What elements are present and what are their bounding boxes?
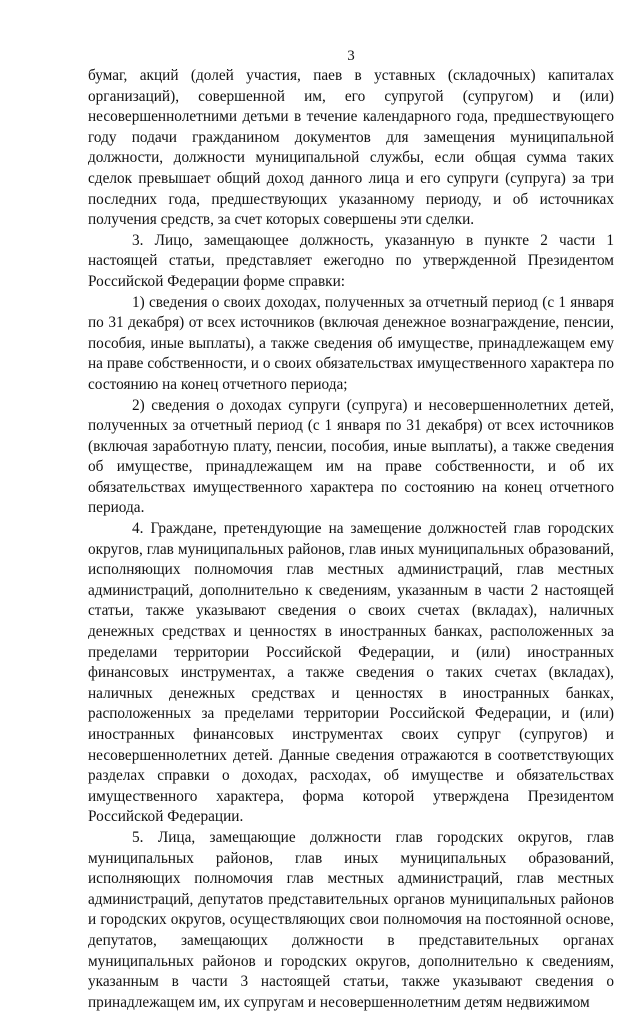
paragraph-part-4: 4. Граждане, претендующие на замещение должностей глав городских округов, глав муниципальных районов, глав иных муниципальных образований, исполняющих полномочия глав местных администраций, глав местных администраций, дополнительно к сведениям, указанным в части 2 настоящей статьи, также указывают сведения о своих счетах (вкладах), наличных денежных средствах и ценностях в иностранных банках, расположенных за пределами территории Российской Федерации, и (или) иностранных финансовых инструментах, а также сведения о таких счетах (вкладах), наличных денежных средствах и ценностях в иностранных банках, расположенных за пределами территории Российской Федерации, и (или) иностранных финансовых инструментах своих супруг (супругов) и несовершеннолетних детей. Данные сведения отражаются в соответствующих разделах справки о доходах, расходах, об имуществе и обязательствах имущественного характера, форма которой утверждена Президентом Российской Федерации. xyxy=(88,520,614,826)
paragraph-part-5: 5. Лица, замещающие должности глав городских округов, глав муниципальных районов, глав иных муниципальных образований, исполняющих полномочия глав местных администраций, глав местных администраций, депутатов представительных органов муниципальных районов и городских округов, осуществляющих свои полномочия на постоянной основе, депутатов, замещающих должности в представительных органах муниципальных районов и городских округов, дополнительно к сведениям, указанным в части 3 настоящей статьи, также указывают сведения о принадлежащем им, их супругам и несовершеннолетним детям недвижимом xyxy=(88,828,614,1011)
paragraph-continuation: бумаг, акций (долей участия, паев в уставных (складочных) капиталах организаций), совершенной им, его супругой (супругом) и (или) несовершеннолетними детьми в течение календарного года, предшествующего году подачи гражданином документов для замещения муниципальной должности, должности муниципальной службы, если общая сумма таких сделок превышает общий доход данного лица и его супруги (супруга) за три последних года, предшествующих указанному периоду, и об источниках получения средств, за счет которых совершены эти сделки. xyxy=(88,67,614,229)
page-number: 3 xyxy=(347,48,355,64)
paragraph-item-1: 1) сведения о своих доходах, полученных за отчетный период (с 1 января по 31 декабря) от всех источников (включая денежное вознаграждение, пенсии, пособия, иные выплаты), а также сведения об имуществе, принадлежащем ему на праве собственности, и о своих обязательствах имущественного характера по состоянию на конец отчетного периода; xyxy=(88,293,614,393)
paragraph-part-3: 3. Лицо, замещающее должность, указанную в пункте 2 части 1 настоящей статьи, представляет ежегодно по утвержденной Президентом Российской Федерации форме справки: xyxy=(88,231,614,290)
paragraph-item-2: 2) сведения о доходах супруги (супруга) и несовершеннолетних детей, полученных за отчетный период (с 1 января по 31 декабря) от всех источников (включая заработную плату, пенсии, пособия, иные выплаты), а также сведения об имуществе, принадлежащем им на праве собственности, и об их обязательствах имущественного характера по состоянию на конец отчетного периода. xyxy=(88,396,614,517)
document-body xyxy=(88,66,614,1013)
